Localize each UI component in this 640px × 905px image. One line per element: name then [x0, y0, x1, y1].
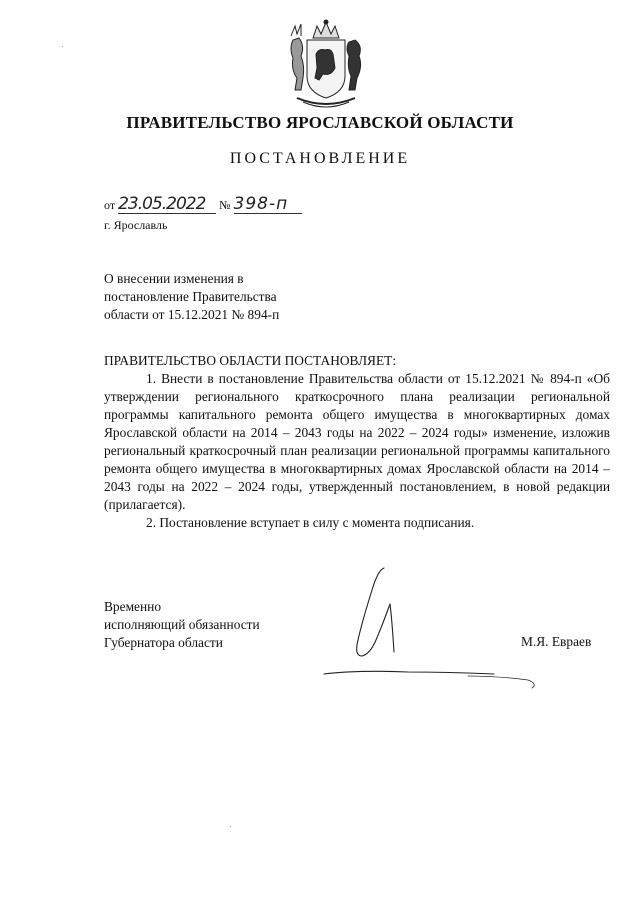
document-number: 398-п	[234, 196, 302, 214]
position-line: Временно	[104, 599, 162, 614]
document-subject	[104, 270, 334, 324]
government-title: ПРАВИТЕЛЬСТВО ЯРОСЛАВСКОЙ ОБЛАСТИ	[126, 113, 514, 132]
decree-item-1: 1. Внести в постановление Правительства области от 15.12.2021 № 894-п «Об утверждении регионального краткосрочного плана реализации региональной программы капитального ремонта общего имущества в многоквартирных домах Ярославской области на 2014 – 2043 годы на 2022 – 2024 годы» изменение, изложив региональный краткосрочный план реализации региональной программы капитального ремонта общего имущества в многоквартирных домах Ярославской области на 2014 – 2043 годы на 2022 – 2024 годы, утвержденный постановлением, в новой редакции (прилагается).	[104, 371, 610, 512]
document-date: 23.05.2022	[118, 196, 216, 214]
handwritten-signature	[318, 560, 548, 695]
coat-of-arms-emblem	[283, 18, 369, 110]
city-label: г. Ярославль	[104, 218, 168, 232]
date-number-line	[104, 196, 302, 214]
decree-item-2: 2. Постановление вступает в силу с момента подписания.	[146, 515, 475, 530]
document-type-heading: ПОСТАНОВЛЕНИЕ	[229, 150, 411, 167]
subject-line: области от 15.12.2021 № 894-п	[104, 307, 280, 322]
number-label: №	[219, 198, 231, 212]
position-line: Губернатора области	[104, 635, 223, 650]
subject-line: О внесении изменения в	[104, 271, 244, 286]
position-line: исполняющий обязанности	[104, 617, 260, 632]
signer-name: М.Я. Евраев	[521, 634, 592, 649]
decree-heading: ПРАВИТЕЛЬСТВО ОБЛАСТИ ПОСТАНОВЛЯЕТ:	[104, 353, 397, 368]
decree-body	[104, 352, 610, 532]
subject-line: постановление Правительства	[104, 289, 277, 304]
date-from-label: от	[104, 198, 116, 212]
scan-speck	[230, 826, 231, 827]
signer-position	[104, 598, 260, 652]
scan-speck	[62, 46, 63, 47]
